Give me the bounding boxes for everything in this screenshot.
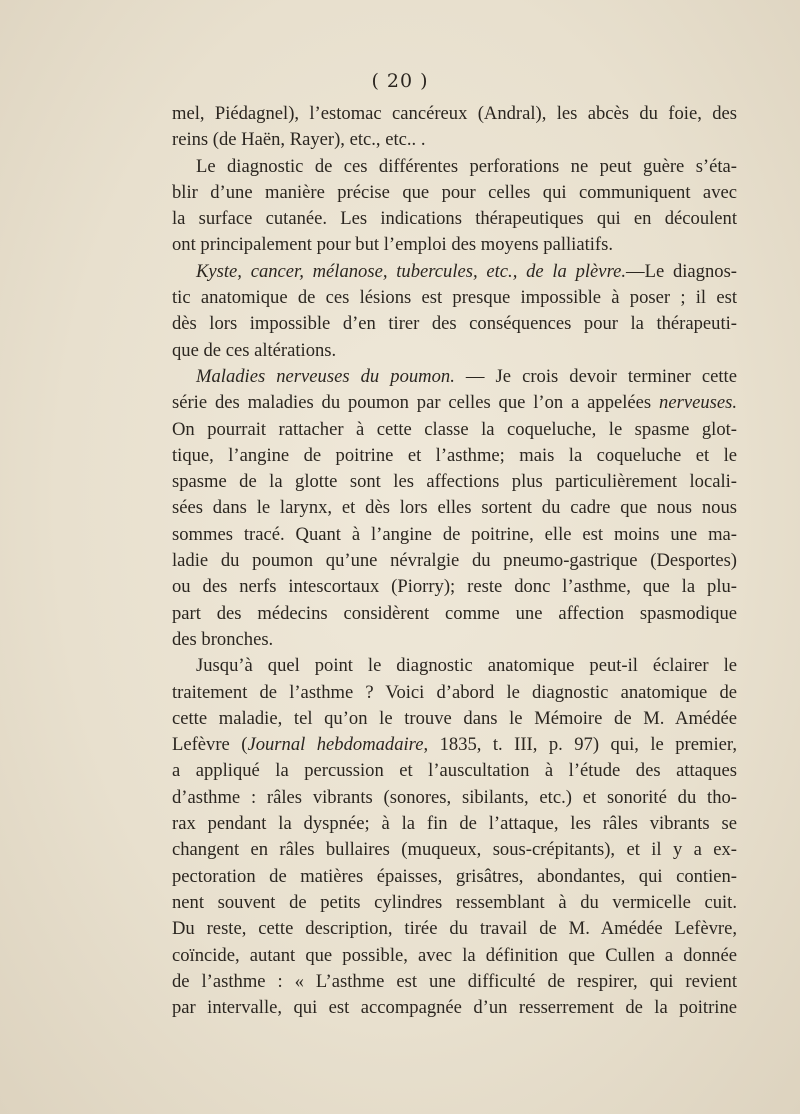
line-text: Lefèvre ( <box>172 734 248 756</box>
text-line <box>172 758 737 784</box>
line-text: d’asthme : râles vibrants (sonores, sibilants, etc.) et sonorité du tho- <box>172 786 737 808</box>
line-text: spasme de la glotte sont les affections plus particulièrement locali- <box>172 471 737 493</box>
line-text: de l’asthme : « L’asthme est une difficulté de respirer, qui revient <box>172 970 737 992</box>
text-line <box>172 522 737 548</box>
line-text: sommes tracé. Quant à l’angine de poitrine, elle est moins une ma- <box>172 523 737 545</box>
text-line <box>172 443 737 469</box>
text-line <box>172 811 737 837</box>
line-text: — Je crois devoir terminer cette <box>454 365 737 387</box>
line-text: Jusqu’à quel point le diagnostic anatomique peut-il éclairer le <box>196 655 737 677</box>
line-text: mel, Piédagnel), l’estomac cancéreux (Andral), les abcès du foie, des <box>172 103 737 124</box>
line-text: la surface cutanée. Les indications thérapeutiques qui en découlent <box>172 208 737 230</box>
line-text: tique, l’angine de poitrine et l’asthme; mais la coqueluche et le <box>172 444 737 466</box>
line-text: dès lors impossible d’en tirer des conséquences pour la thérapeuti- <box>172 313 737 335</box>
text-line <box>172 995 737 1021</box>
text-line <box>172 548 737 574</box>
line-text: ou des nerfs intescortaux (Piorry); reste donc l’asthme, que la plu- <box>172 576 737 598</box>
line-text: ladie du poumon qu’une névralgie du pneumo-gastrique (Desportes) <box>172 550 737 572</box>
body-text <box>172 101 737 1021</box>
text-line <box>172 969 737 995</box>
line-text: pectoration de matières épaisses, grisâtres, abondantes, qui contien- <box>172 865 737 887</box>
text-line <box>172 469 737 495</box>
italic-text: Kyste, cancer, mélanose, tubercules, etc., de la plèvre. <box>196 260 627 282</box>
line-text: ont principalement pour but l’emploi des moyens palliatifs. <box>172 234 613 256</box>
text-line <box>172 285 737 311</box>
text-line <box>172 417 737 443</box>
line-text: Le diagnostic de ces différentes perforations ne peut guère s’éta- <box>196 155 737 177</box>
line-text: cette maladie, tel qu’on le trouve dans le Mémoire de M. Amédée <box>172 707 737 729</box>
text-line <box>172 259 737 285</box>
page-number: ( 20 ) <box>371 70 429 92</box>
line-text: a appliqué la percussion et l’auscultation à l’étude des attaques <box>172 760 737 782</box>
text-line <box>172 206 737 232</box>
text-line <box>172 601 737 627</box>
line-text: blir d’une manière précise que pour celles qui communiquent avec <box>172 181 737 203</box>
italic-text: Journal hebdomadaire <box>247 734 424 756</box>
text-line <box>172 180 737 206</box>
text-line <box>172 311 737 337</box>
line-text: changent en râles bullaires (muqueux, sous-crépitants), et il y a ex- <box>172 839 737 861</box>
text-line <box>172 653 737 679</box>
line-text: traitement de l’asthme ? Voici d’abord le diagnostic anatomique de <box>172 681 737 703</box>
line-text: rax pendant la dyspnée; à la fin de l’attaque, les râles vibrants se <box>172 813 737 835</box>
text-line <box>172 495 737 521</box>
text-line <box>172 232 737 258</box>
line-text: Du reste, cette description, tirée du travail de M. Amédée Lefèvre, <box>172 918 737 940</box>
line-text: —Le diagnos- <box>626 260 737 282</box>
text-line <box>172 890 737 916</box>
text-line <box>172 390 737 416</box>
line-text: des bronches. <box>172 628 274 650</box>
line-text: que de ces altérations. <box>172 339 337 361</box>
line-text: , 1835, t. III, p. 97) qui, le premier, <box>423 734 737 756</box>
line-text: par intervalle, qui est accompagnée d’un resserrement de la poitrine <box>172 997 737 1019</box>
text-line <box>172 338 737 364</box>
text-line <box>172 574 737 600</box>
text-line <box>172 732 737 758</box>
text-line <box>172 101 737 127</box>
text-line <box>172 864 737 890</box>
text-line <box>172 364 737 390</box>
italic-text: Maladies nerveuses du poumon. <box>196 365 455 387</box>
line-text: reins (de Haën, Rayer), etc., etc.. . <box>172 129 426 151</box>
text-line <box>172 706 737 732</box>
line-text: nent souvent de petits cylindres ressemblant à du vermicelle cuit. <box>172 891 737 913</box>
line-text: sées dans le larynx, et dès lors elles sortent du cadre que nous nous <box>172 497 737 519</box>
line-text: tic anatomique de ces lésions est presque impossible à poser ; il est <box>172 287 737 309</box>
text-line <box>172 916 737 942</box>
text-line <box>172 627 737 653</box>
text-line <box>172 837 737 863</box>
text-line <box>172 127 737 153</box>
line-text: série des maladies du poumon par celles que l’on a appelées <box>172 392 660 414</box>
line-text: part des médecins considèrent comme une affection spasmodique <box>172 602 737 624</box>
italic-text: nerveuses. <box>659 392 737 414</box>
line-text: On pourrait rattacher à cette classe la coqueluche, le spasme glot- <box>172 418 737 440</box>
line-text: coïncide, autant que possible, avec la définition que Cullen a donnée <box>172 944 737 966</box>
text-line <box>172 785 737 811</box>
text-line <box>172 943 737 969</box>
text-line <box>172 680 737 706</box>
text-line <box>172 154 737 180</box>
